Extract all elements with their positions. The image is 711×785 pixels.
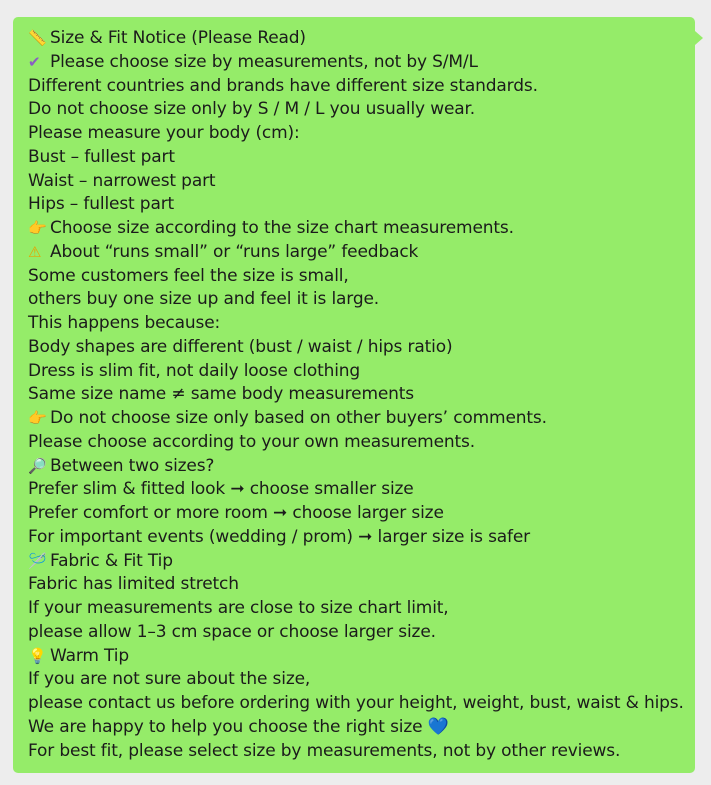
message-line-22 <box>28 526 695 550</box>
line-text: Fabric & Fit Tip <box>50 550 173 571</box>
line-text: Prefer slim & fitted look ➞ choose smaller size <box>28 479 414 500</box>
message-line-14 <box>28 336 695 360</box>
message-line-20 <box>28 478 695 502</box>
line-text: Choose size according to the size chart measurements. <box>50 218 514 238</box>
message-line-2 <box>28 51 695 75</box>
ruler-icon: 📏 <box>28 29 47 47</box>
pointing-hand-icon: 👉 <box>28 219 47 237</box>
message-line-30 <box>28 716 695 740</box>
magnifier-icon: 🔎 <box>28 456 47 475</box>
line-text: If your measurements are close to size chart limit, <box>28 598 449 618</box>
line-text: Hips – fullest part <box>28 194 175 215</box>
line-text: Please choose size by measurements, not by S/M/L <box>50 51 478 72</box>
message-line-6 <box>28 146 695 170</box>
message-line-4 <box>28 98 695 122</box>
message-line-27 <box>28 645 695 669</box>
bubble-tail <box>695 31 703 45</box>
pointing-hand-icon: 👉 <box>28 409 47 427</box>
line-text: Please choose according to your own measurements. <box>28 431 475 452</box>
message-line-25 <box>28 597 695 621</box>
line-text: Do not choose size only by S / M / L you usually wear. <box>28 99 476 120</box>
message-line-19 <box>28 455 695 479</box>
message-line-17 <box>28 407 695 431</box>
message-line-26 <box>28 621 695 645</box>
line-text: please contact us before ordering with your height, weight, bust, waist & hips. <box>28 693 684 713</box>
line-text: Dress is slim fit, not daily loose clothing <box>28 360 361 381</box>
message-line-11 <box>28 265 695 289</box>
line-text: If you are not sure about the size, <box>28 669 311 690</box>
line-text: Some customers feel the size is small, <box>28 265 349 286</box>
message-line-21 <box>28 502 695 526</box>
line-text: Do not choose size only based on other buyers’ comments. <box>50 408 547 428</box>
warning-icon: ⚠ <box>28 242 42 261</box>
line-text: For important events (wedding / prom) ➞ larger size is safer <box>28 526 531 547</box>
message-line-1 <box>28 27 695 51</box>
message-line-12 <box>28 288 695 312</box>
line-text: Size & Fit Notice (Please Read) <box>50 28 306 48</box>
line-text: About “runs small” or “runs large” feedback <box>50 241 419 262</box>
line-text: Warm Tip <box>50 645 129 666</box>
check-mark-icon: ✔ <box>28 52 41 71</box>
line-text: Body shapes are different (bust / waist / hips ratio) <box>28 336 453 357</box>
message-line-3 <box>28 75 695 99</box>
message-line-15 <box>28 360 695 384</box>
message-bubble[interactable] <box>13 17 695 773</box>
message-line-13 <box>28 312 695 336</box>
message-line-31 <box>28 740 695 764</box>
line-text: Prefer comfort or more room ➞ choose larger size <box>28 503 444 523</box>
line-text: Please measure your body (cm): <box>28 123 300 143</box>
line-text: We are happy to help you choose the right size <box>28 716 423 737</box>
message-line-23 <box>28 550 695 574</box>
line-text: please allow 1–3 cm space or choose larger size. <box>28 621 436 642</box>
message-line-29 <box>28 692 695 716</box>
message-line-16 <box>28 383 695 407</box>
message-line-9 <box>28 217 695 241</box>
message-line-8 <box>28 193 695 217</box>
message-line-10 <box>28 241 695 265</box>
message-line-7 <box>28 170 695 194</box>
line-text: Fabric has limited stretch <box>28 574 239 595</box>
message-line-28 <box>28 668 695 692</box>
line-text: others buy one size up and feel it is large. <box>28 289 380 310</box>
light-bulb-icon: 💡 <box>28 646 47 665</box>
line-text: This happens because: <box>28 313 221 333</box>
line-text: Bust – fullest part <box>28 146 175 167</box>
line-text: Waist – narrowest part <box>28 170 216 191</box>
line-text: Same size name ≠ same body measurements <box>28 384 415 405</box>
line-text: Between two sizes? <box>50 455 215 476</box>
line-text: Different countries and brands have different size standards. <box>28 75 538 96</box>
line-text: For best fit, please select size by measurements, not by other reviews. <box>28 740 621 761</box>
message-line-24 <box>28 573 695 597</box>
message-line-5 <box>28 122 695 146</box>
sewing-needle-icon: 🪡 <box>28 551 47 570</box>
blue-heart-icon: 💙 <box>427 716 449 737</box>
message-line-18 <box>28 431 695 455</box>
